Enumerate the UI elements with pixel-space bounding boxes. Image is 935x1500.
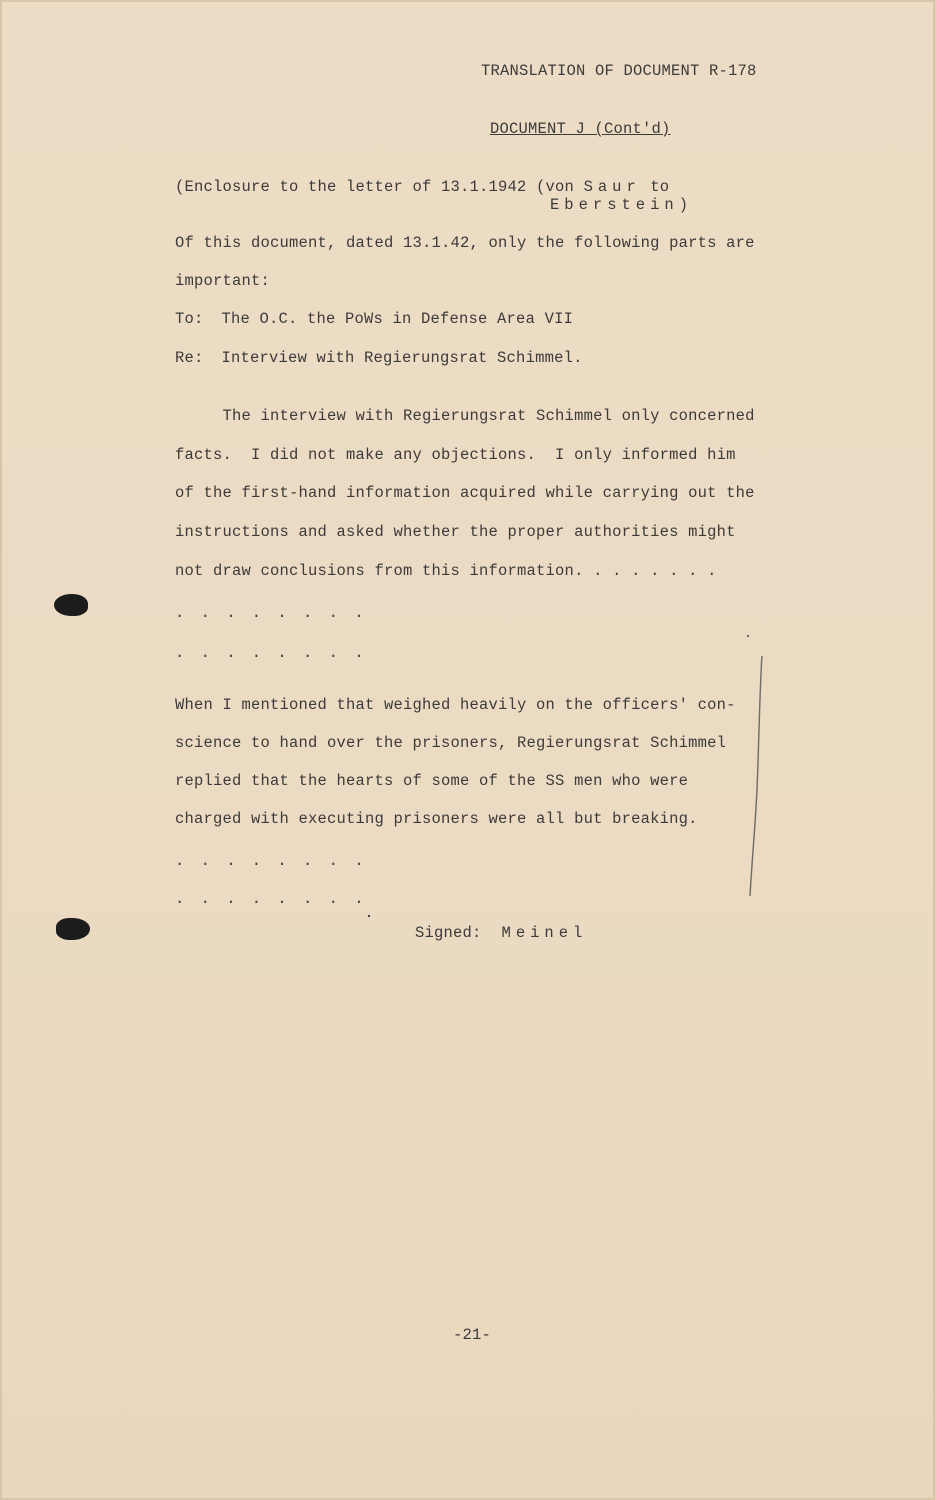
document-title: DOCUMENT J (Cont'd): [490, 120, 671, 138]
paragraph2-line-1: When I mentioned that weighed heavily on the officers' con-: [175, 696, 736, 714]
ellipsis-row-3: . . . . . . . .: [175, 852, 368, 870]
enclosure-prefix: (Enclosure to the letter of 13.1.1942 (von: [175, 178, 584, 196]
paragraph1-line-5: not draw conclusions from this information. . . . . . . .: [175, 562, 717, 580]
intro-line-1: Of this document, dated 13.1.42, only the following parts are: [175, 234, 755, 252]
ellipsis-row-1: . . . . . . . .: [175, 604, 368, 622]
paragraph1-line-2: facts. I did not make any objections. I only informed him: [175, 446, 736, 464]
signature-name: Meinel: [501, 924, 588, 942]
memo-to-text: The O.C. the PoWs in Defense Area VII: [221, 310, 574, 328]
memo-re: [175, 349, 583, 367]
paragraph2-line-3: replied that the hearts of some of the SS men who were: [175, 772, 689, 790]
stray-mark: [365, 912, 373, 920]
ellipsis-row-4: . . . . . . . .: [175, 890, 368, 908]
enclosure-line-1: [175, 178, 669, 196]
paragraph1-line-3: of the first-hand information acquired while carrying out the: [175, 484, 755, 502]
signature-label: Signed:: [415, 924, 482, 942]
memo-re-text: Interview with Regierungsrat Schimmel.: [221, 349, 583, 367]
ellipsis-row-2: . . . . . . . .: [175, 644, 368, 662]
punch-hole-upper: [54, 594, 88, 616]
paragraph2-line-4: charged with executing prisoners were all but breaking.: [175, 810, 698, 828]
paragraph2-line-2: science to hand over the prisoners, Regierungsrat Schimmel: [175, 734, 727, 752]
enclosure-name-saur: Saur: [583, 178, 641, 196]
translation-title: TRANSLATION OF DOCUMENT R-178: [481, 62, 757, 80]
paragraph1-line-1: The interview with Regierungsrat Schimmel only concerned: [175, 407, 755, 425]
paragraph1-line-4: instructions and asked whether the proper authorities might: [175, 523, 736, 541]
memo-re-label: Re:: [175, 349, 204, 367]
enclosure-to: to: [640, 178, 670, 196]
memo-to-label: To:: [175, 310, 204, 328]
page-number: -21-: [453, 1326, 492, 1344]
enclosure-name-eberstein: Eberstein): [550, 196, 694, 214]
punch-hole-lower: [56, 918, 90, 940]
intro-line-2: important:: [175, 272, 271, 290]
signature: [415, 924, 587, 942]
memo-to: [175, 310, 573, 328]
margin-mark-line: [740, 620, 770, 910]
